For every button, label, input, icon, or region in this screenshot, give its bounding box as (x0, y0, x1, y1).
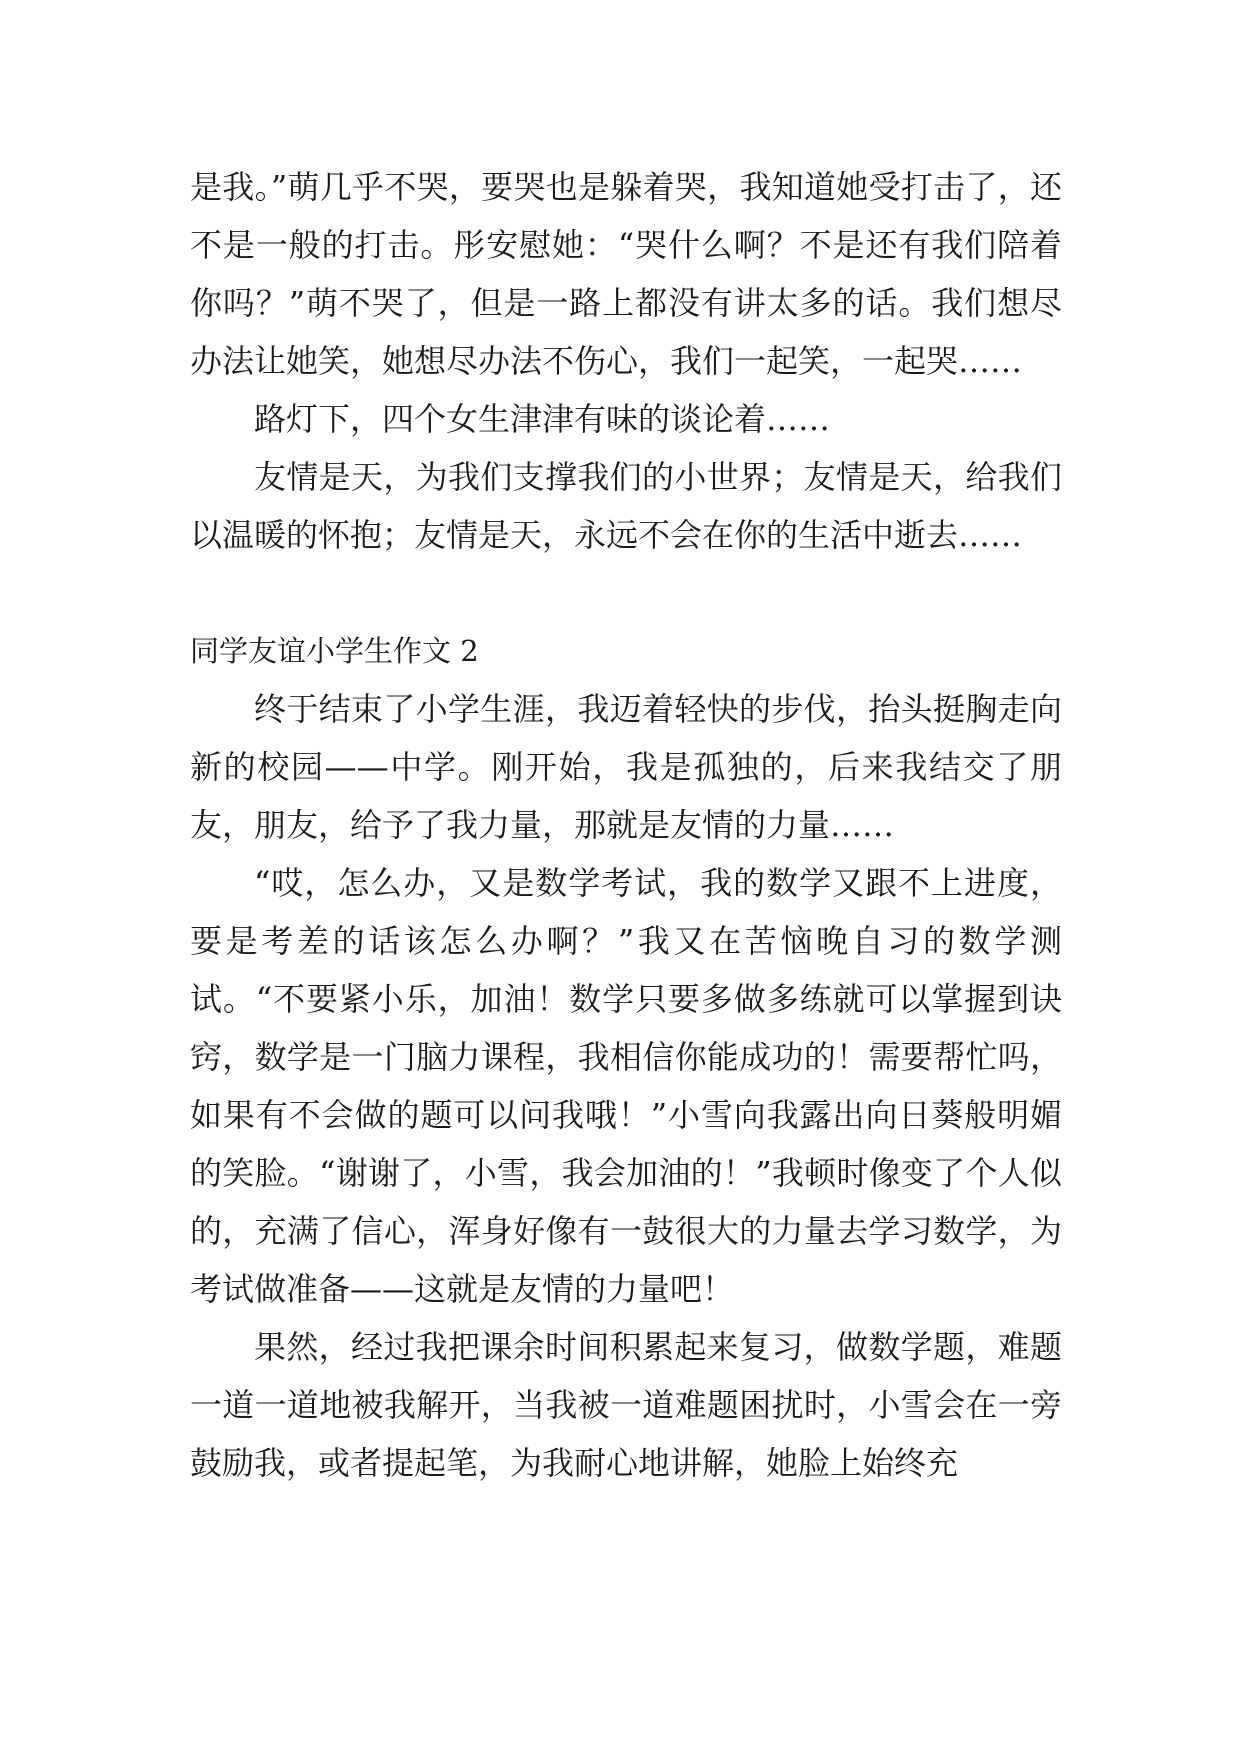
paragraph-new-school: 终于结束了小学生涯，我迈着轻快的步伐，抬头挺胸走向新的校园——中学。刚开始，我是孤独的，后来我结交了朋友，朋友，给予了我力量，那就是友情的力量…… (190, 690, 1062, 844)
paragraph-friendship-sky: 友情是天，为我们支撑我们的小世界；友情是天，给我们以温暖的怀抱；友情是天，永远不会在你的生活中逝去…… (190, 458, 1062, 554)
paragraph-math-test: “哎，怎么办，又是数学考试，我的数学又跟不上进度，要是考差的话该怎么办啊？”我又在苦恼晚自习的数学测试。“不要紧小乐，加油！数学只要多做多练就可以掌握到诀窍，数学是一门脑力课程，我相信你能成功的！需要帮忙吗，如果有不会做的题可以问我哦！”小雪向我露出向日葵般明媚的笑脸。“谢谢了，小雪，我会加油的！”我顿时像变了个人似的，充满了信心，浑身好像有一鼓很大的力量去学习数学，为考试做准备——这就是友情的力量吧！ (190, 864, 1062, 1308)
paragraph-continued: 是我。”萌几乎不哭，要哭也是躲着哭，我知道她受打击了，还不是一般的打击。彤安慰她：“哭什么啊？不是还有我们陪着你吗？”萌不哭了，但是一路上都没有讲太多的话。我们想尽办法让她笑，她想尽办法不伤心，我们一起笑，一起哭…… (190, 168, 1062, 380)
section-title: 同学友谊小学生作文 2 (190, 634, 479, 668)
paragraph-review: 果然，经过我把课余时间积累起来复习，做数学题，难题一道一道地被我解开，当我被一道难题困扰时，小雪会在一旁鼓励我，或者提起笔，为我耐心地讲解，她脸上始终充 (190, 1328, 1062, 1482)
paragraph-streetlight: 路灯下，四个女生津津有味的谈论着…… (254, 400, 831, 438)
document-body (190, 158, 1062, 1492)
